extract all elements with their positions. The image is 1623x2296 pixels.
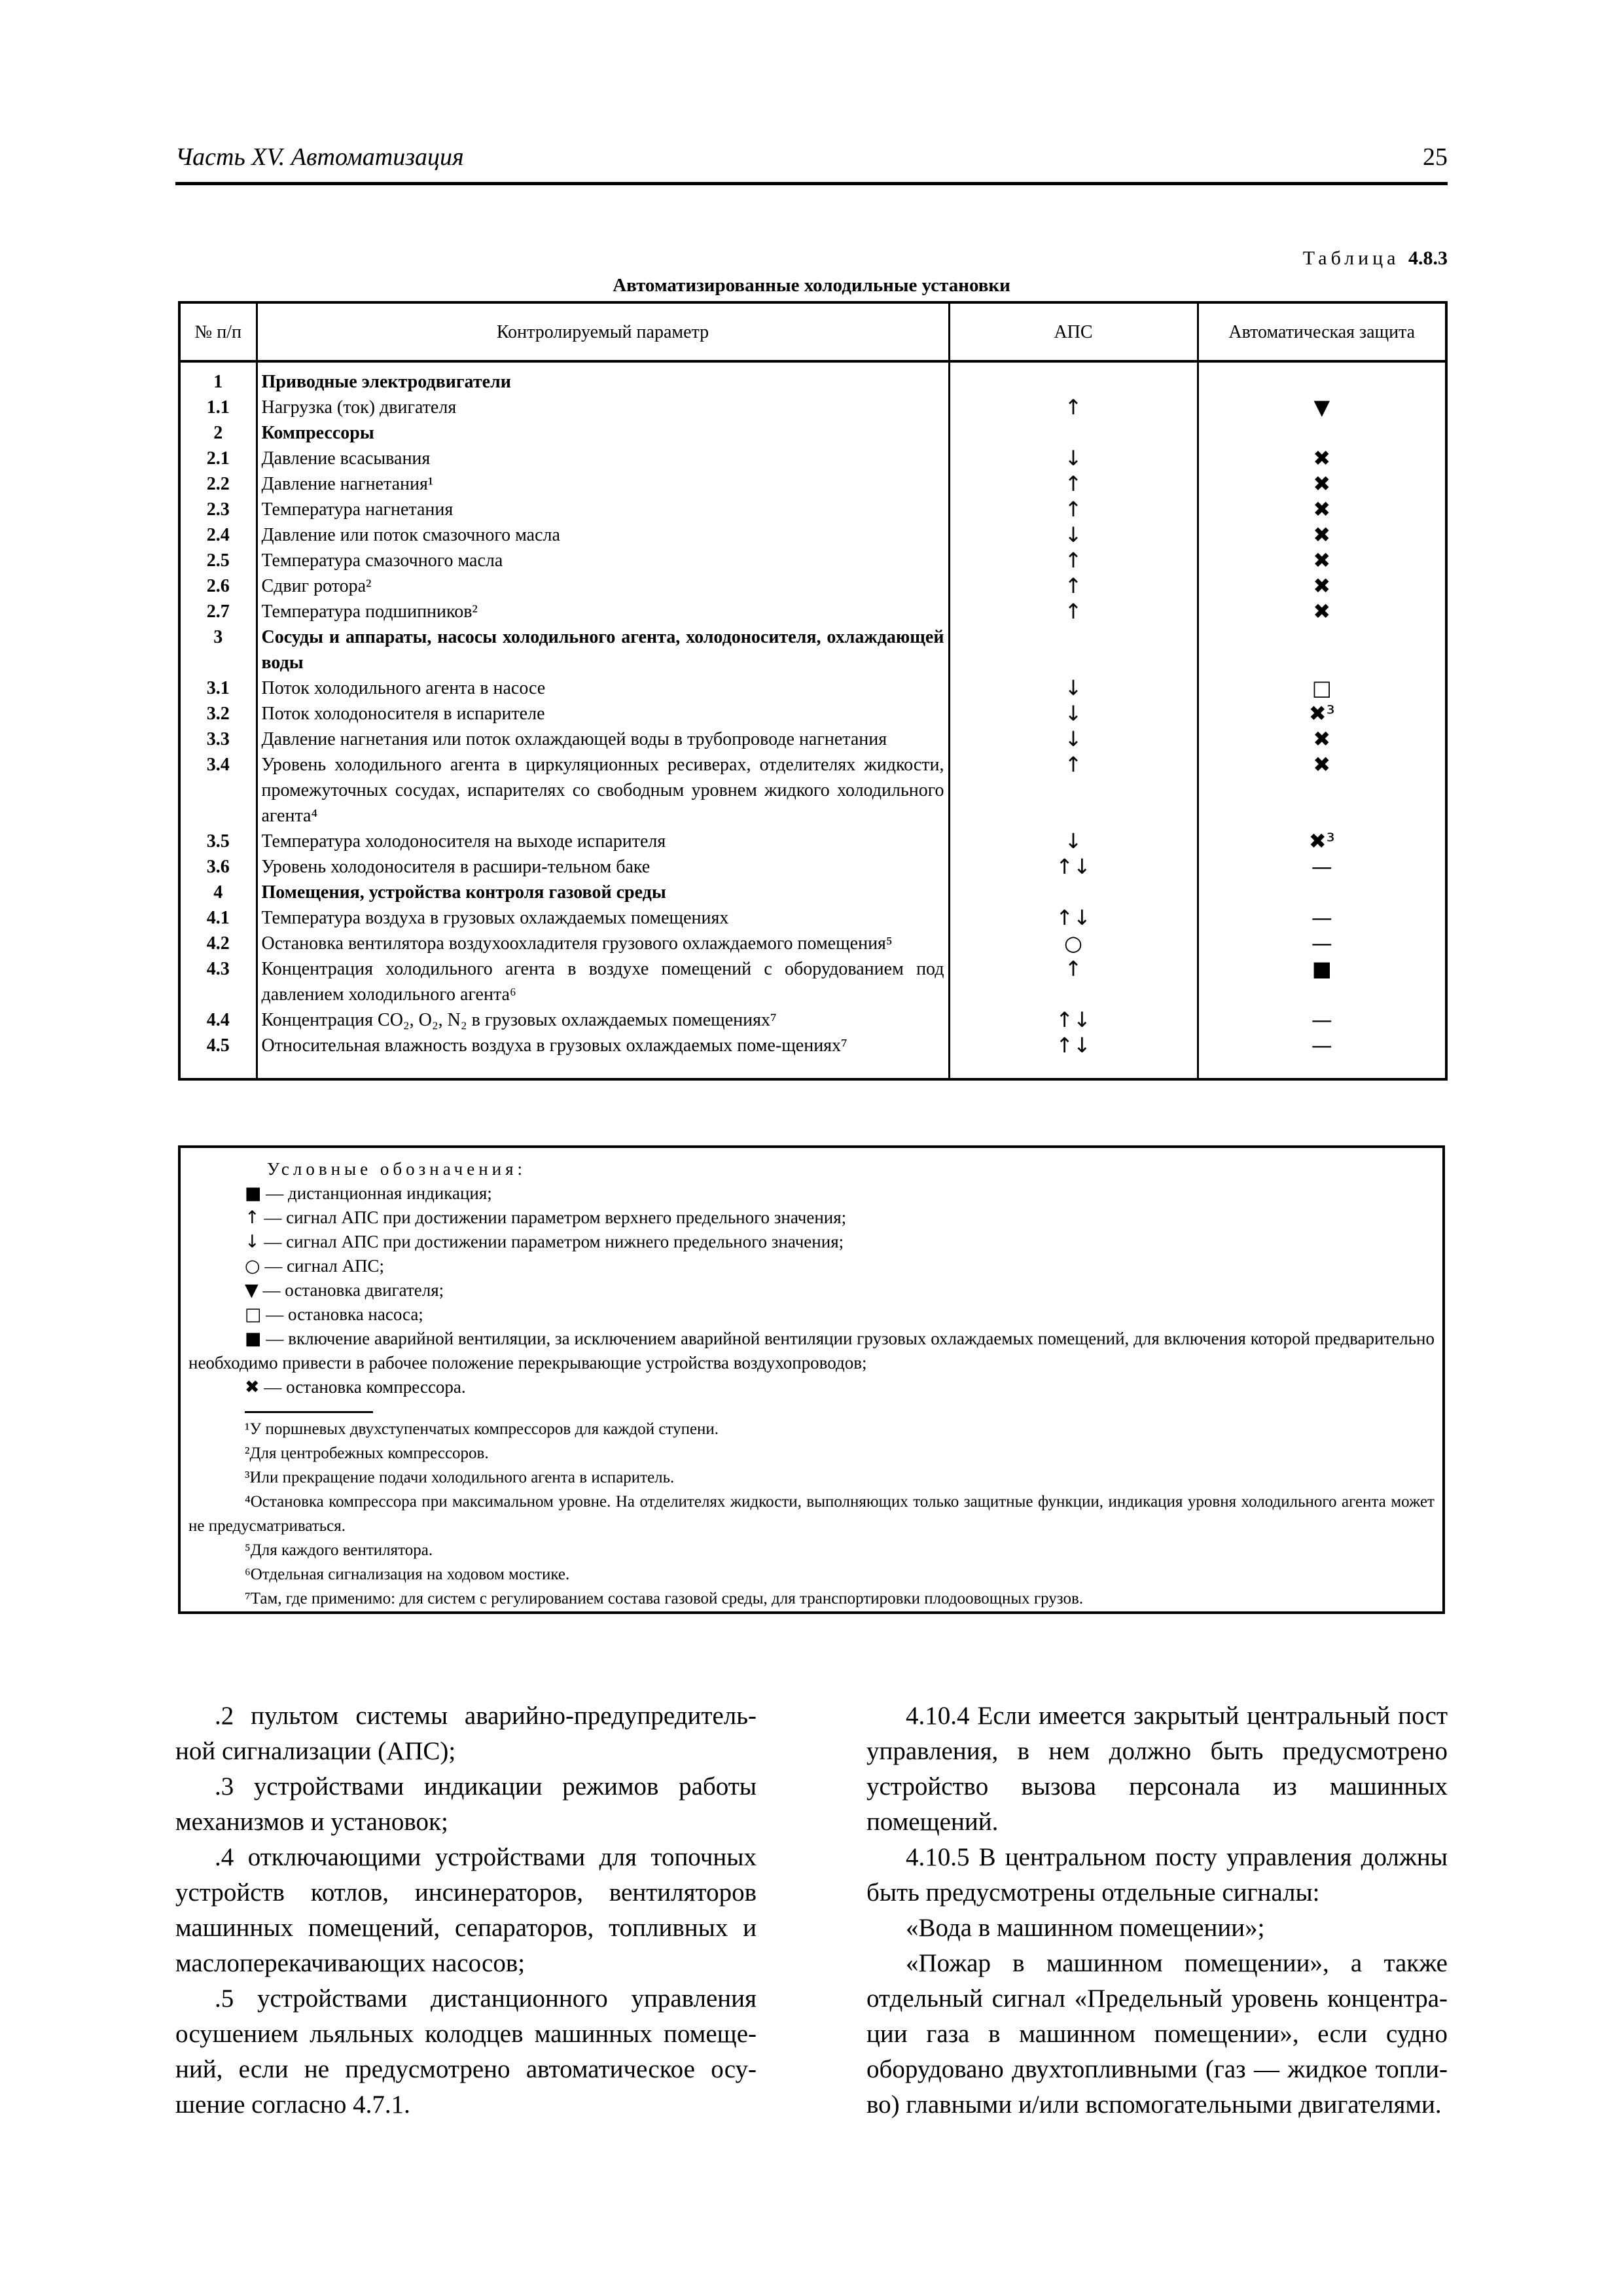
- spacer-cell: [179, 1058, 257, 1079]
- legend-item: [188, 1375, 1435, 1399]
- row-protection-symbol: —: [1198, 1007, 1446, 1033]
- row-protection-symbol: ✖: [1198, 548, 1446, 573]
- data-table: [178, 301, 1448, 1081]
- row-aps-symbol: ↓: [949, 701, 1198, 726]
- table-row: [179, 675, 1446, 701]
- row-protection-symbol: ✖: [1198, 522, 1446, 548]
- table-row: [179, 726, 1446, 752]
- table-body: [179, 361, 1446, 1079]
- row-aps-symbol: ↑↓: [949, 905, 1198, 931]
- row-number: 2.6: [179, 573, 257, 599]
- legend-text: — сигнал АПС при достижении параметром верхнего предельного значения;: [259, 1208, 847, 1227]
- paragraph: .4 отключающими устройствами для топочных устройств котлов, инсинераторов, вентиляторов машинных помещений, сепараторов, топливных и маслоперекачивающих насосов;: [175, 1843, 757, 1977]
- row-number: 2: [179, 420, 257, 446]
- col-header-parameter: Контролируемый параметр: [257, 302, 949, 361]
- legend-item: [188, 1278, 1435, 1302]
- row-number: 1.1: [179, 395, 257, 420]
- row-aps-symbol: ↑: [949, 573, 1198, 599]
- row-parameter: Температура воздуха в грузовых охлаждаемых помещениях: [257, 905, 949, 931]
- footnote: ²Для центробежных компрессоров.: [245, 1444, 489, 1462]
- legend-item: [188, 1327, 1435, 1375]
- paragraph: 4.10.5 В центральном посту управления должны быть предусмотрены отдельные сигналы:: [866, 1843, 1448, 1907]
- legend-item: [188, 1230, 1435, 1254]
- row-number: 3: [179, 624, 257, 675]
- legend-text: — сигнал АПС;: [260, 1256, 384, 1276]
- table-header-row: [179, 302, 1446, 361]
- row-aps-symbol: [949, 880, 1198, 905]
- row-parameter: Концентрация CO₂, O₂, N₂ в грузовых охлаждаемых помещениях⁷: [257, 1007, 949, 1033]
- row-number: 3.6: [179, 854, 257, 880]
- row-aps-symbol: [949, 624, 1198, 675]
- row-number: 2.7: [179, 599, 257, 624]
- table-row: [179, 497, 1446, 522]
- table-label-number: 4.8.3: [1408, 247, 1448, 269]
- table-row: [179, 1033, 1446, 1058]
- legend-symbol: □: [245, 1304, 262, 1325]
- row-protection-symbol: ■: [1198, 956, 1446, 1007]
- row-aps-symbol: ↓: [949, 522, 1198, 548]
- row-protection-symbol: —: [1198, 931, 1446, 956]
- row-parameter: Поток холодильного агента в насосе: [257, 675, 949, 701]
- row-parameter: Остановка вентилятора воздухоохладителя грузового охлаждаемого помещения⁵: [257, 931, 949, 956]
- table-row: [179, 369, 1446, 395]
- spacer-cell: [1198, 361, 1446, 369]
- row-protection-symbol: ✖: [1198, 752, 1446, 829]
- table-row: [179, 956, 1446, 1007]
- row-parameter: Давление нагнетания или поток охлаждающей воды в трубопроводе нагнетания: [257, 726, 949, 752]
- row-aps-symbol: ○: [949, 931, 1198, 956]
- row-protection-symbol: —: [1198, 905, 1446, 931]
- row-parameter: Температура нагнетания: [257, 497, 949, 522]
- row-parameter: Давление или поток смазочного масла: [257, 522, 949, 548]
- table-row: [179, 624, 1446, 675]
- row-aps-symbol: ↓: [949, 446, 1198, 471]
- table-row: [179, 420, 1446, 446]
- table-row: [179, 931, 1446, 956]
- row-protection-symbol: ✖: [1198, 573, 1446, 599]
- row-number: 3.4: [179, 752, 257, 829]
- table-spacer-row: [179, 1058, 1446, 1079]
- legend-symbol: ○: [245, 1256, 260, 1276]
- legend-symbol: ■: [245, 1183, 262, 1204]
- row-number: 3.5: [179, 829, 257, 854]
- table-row: [179, 573, 1446, 599]
- body-column-right: [866, 1698, 1448, 2123]
- legend-item: [188, 1206, 1435, 1230]
- table-row: [179, 599, 1446, 624]
- footnote: ¹У поршневых двухступенчатых компрессоров для каждой ступени.: [245, 1420, 719, 1438]
- row-aps-symbol: ↑: [949, 497, 1198, 522]
- row-protection-symbol: [1198, 624, 1446, 675]
- row-aps-symbol: [949, 369, 1198, 395]
- row-parameter: Помещения, устройства контроля газовой среды: [257, 880, 949, 905]
- row-number: 2.2: [179, 471, 257, 497]
- row-aps-symbol: ↑↓: [949, 854, 1198, 880]
- row-protection-symbol: ✖: [1198, 497, 1446, 522]
- footnote: ⁶Отдельная сигнализация на ходовом мостике.: [245, 1566, 570, 1583]
- row-number: 3.2: [179, 701, 257, 726]
- spacer-cell: [949, 361, 1198, 369]
- paragraph: .3 устройствами индикации режимов работы механизмов и установок;: [175, 1772, 757, 1836]
- legend-box: [178, 1145, 1445, 1614]
- table-title: Автоматизированные холодильные установки: [613, 275, 1010, 296]
- row-number: 2.3: [179, 497, 257, 522]
- table-row: [179, 752, 1446, 829]
- row-parameter: Уровень холодильного агента в циркуляционных ресиверах, отделителях жидкости, промежуточных сосудах, испарителях со свободным уровнем жидкого холодильного агента⁴: [257, 752, 949, 829]
- row-parameter: Уровень холодоносителя в расшири-тельном баке: [257, 854, 949, 880]
- row-protection-symbol: □: [1198, 675, 1446, 701]
- row-protection-symbol: —: [1198, 1033, 1446, 1058]
- spacer-cell: [949, 1058, 1198, 1079]
- row-protection-symbol: ✖: [1198, 471, 1446, 497]
- legend-text: — дистанционная индикация;: [261, 1183, 492, 1203]
- col-header-number: № п/п: [179, 302, 257, 361]
- row-parameter: Сосуды и аппараты, насосы холодильного агента, холодоносителя, охлаждающей воды: [257, 624, 949, 675]
- row-parameter: Давление всасывания: [257, 446, 949, 471]
- row-aps-symbol: ↑↓: [949, 1007, 1198, 1033]
- legend-items: [188, 1181, 1435, 1399]
- footnotes: [188, 1417, 1435, 1611]
- row-parameter: Относительная влажность воздуха в грузовых охлаждаемых поме-щениях⁷: [257, 1033, 949, 1058]
- legend-symbol: ↓: [245, 1232, 260, 1252]
- legend-item: [188, 1254, 1435, 1278]
- row-parameter: Сдвиг ротора²: [257, 573, 949, 599]
- col-header-aps: АПС: [949, 302, 1198, 361]
- row-parameter: Температура холодоносителя на выходе испарителя: [257, 829, 949, 854]
- row-aps-symbol: ↓: [949, 675, 1198, 701]
- row-aps-symbol: ↑: [949, 395, 1198, 420]
- paragraph: .5 устройствами дистанционного управления осушением льяльных колодцев машинных помеще-ний, если не предусмотрено автоматическое осу-шение согласно 4.7.1.: [175, 1984, 757, 2119]
- row-number: 3.1: [179, 675, 257, 701]
- table-row: [179, 880, 1446, 905]
- footnote: ⁷Там, где применимо: для систем с регулированием состава газовой среды, для транспортировки плодоовощных грузов.: [245, 1590, 1084, 1607]
- row-number: 1: [179, 369, 257, 395]
- legend-text: — остановка двигателя;: [258, 1280, 444, 1300]
- row-parameter: Концентрация холодильного агента в воздухе помещений с оборудованием под давлением холодильного агента⁶: [257, 956, 949, 1007]
- row-protection-symbol: ✖: [1198, 446, 1446, 471]
- paragraph: 4.10.4 Если имеется закрытый центральный пост управления, в нем должно быть предусмотрено устройство вызова персонала из машинных помещений.: [866, 1702, 1448, 1836]
- table-row: [179, 854, 1446, 880]
- row-aps-symbol: ↑: [949, 599, 1198, 624]
- col-header-protection: Автоматическая защита: [1198, 302, 1446, 361]
- row-protection-symbol: [1198, 880, 1446, 905]
- row-aps-symbol: ↓: [949, 829, 1198, 854]
- row-parameter: Компрессоры: [257, 420, 949, 446]
- table-spacer-row: [179, 361, 1446, 369]
- row-number: 3.3: [179, 726, 257, 752]
- row-number: 4.2: [179, 931, 257, 956]
- body-column-left: [175, 1698, 757, 2123]
- row-number: 4: [179, 880, 257, 905]
- row-protection-symbol: ✖: [1198, 726, 1446, 752]
- table-row: [179, 522, 1446, 548]
- legend-symbol: ▼: [245, 1280, 259, 1300]
- spacer-cell: [257, 361, 949, 369]
- page-header: [175, 143, 1448, 185]
- row-protection-symbol: ✖³: [1198, 829, 1446, 854]
- legend-item: [188, 1181, 1435, 1206]
- paragraph: .2 пультом системы аварийно-предупредитель-ной сигнализации (АПС);: [175, 1702, 757, 1765]
- table-row: [179, 829, 1446, 854]
- row-aps-symbol: ↓: [949, 726, 1198, 752]
- row-number: 4.1: [179, 905, 257, 931]
- legend-symbol: ↑: [245, 1208, 260, 1228]
- legend-heading: Условные обозначения:: [267, 1159, 527, 1179]
- table-label: [1303, 247, 1448, 270]
- legend-text: — включение аварийной вентиляции, за исключением аварийной вентиляции грузовых охлаждаемых помещений, для включения которой предварительно необходимо привести в рабочее положение перекрывающие устройства воздухопроводов;: [188, 1329, 1435, 1372]
- row-parameter: Приводные электродвигатели: [257, 369, 949, 395]
- legend-item: [188, 1302, 1435, 1327]
- row-protection-symbol: [1198, 420, 1446, 446]
- row-aps-symbol: ↑: [949, 752, 1198, 829]
- row-aps-symbol: ↑: [949, 471, 1198, 497]
- table-row: [179, 548, 1446, 573]
- footnote: ⁴Остановка компрессора при максимальном уровне. На отделителях жидкости, выполняющих только защитные функции, индикация уровня холодильного агента может не предусматриваться.: [188, 1493, 1435, 1535]
- row-parameter: Температура подшипников²: [257, 599, 949, 624]
- table-row: [179, 1007, 1446, 1033]
- row-parameter: Температура смазочного масла: [257, 548, 949, 573]
- row-number: 2.1: [179, 446, 257, 471]
- legend-text: — остановка насоса;: [261, 1304, 423, 1324]
- row-protection-symbol: [1198, 369, 1446, 395]
- row-aps-symbol: [949, 420, 1198, 446]
- table-row: [179, 395, 1446, 420]
- legend-text: — сигнал АПС при достижении параметром нижнего предельного значения;: [259, 1232, 844, 1251]
- row-protection-symbol: ✖: [1198, 599, 1446, 624]
- paragraph: «Пожар в машинном помещении», а также отдельный сигнал «Предельный уровень концентра-ции газа в машинном помещении», если судно оборудовано двухтопливными (газ — жидкое топли-во) главными и/или вспомогательными двигателями.: [866, 1949, 1448, 2119]
- legend-symbol: ■: [245, 1329, 262, 1349]
- row-protection-symbol: —: [1198, 854, 1446, 880]
- row-number: 4.5: [179, 1033, 257, 1058]
- row-number: 4.3: [179, 956, 257, 1007]
- row-protection-symbol: ✖³: [1198, 701, 1446, 726]
- table-row: [179, 446, 1446, 471]
- paragraph: «Вода в машинном помещении»;: [906, 1914, 1265, 1942]
- footnote: ⁵Для каждого вентилятора.: [245, 1541, 433, 1559]
- legend-symbol: ✖: [245, 1377, 260, 1397]
- row-aps-symbol: ↑: [949, 548, 1198, 573]
- table-row: [179, 471, 1446, 497]
- spacer-cell: [1198, 1058, 1446, 1079]
- row-number: 2.5: [179, 548, 257, 573]
- row-protection-symbol: ▼: [1198, 395, 1446, 420]
- row-parameter: Давление нагнетания¹: [257, 471, 949, 497]
- spacer-cell: [179, 361, 257, 369]
- row-number: 2.4: [179, 522, 257, 548]
- spacer-cell: [257, 1058, 949, 1079]
- legend-text: — остановка компрессора.: [259, 1377, 466, 1397]
- row-number: 4.4: [179, 1007, 257, 1033]
- row-aps-symbol: ↑: [949, 956, 1198, 1007]
- page-number: 25: [1423, 143, 1448, 171]
- footnote: ³Или прекращение подачи холодильного агента в испаритель.: [245, 1469, 675, 1486]
- table-label-word: Таблица: [1302, 247, 1400, 269]
- table-row: [179, 701, 1446, 726]
- row-parameter: Нагрузка (ток) двигателя: [257, 395, 949, 420]
- footnote-separator: [245, 1411, 373, 1413]
- table-row: [179, 905, 1446, 931]
- row-aps-symbol: ↑↓: [949, 1033, 1198, 1058]
- row-parameter: Поток холодоносителя в испарителе: [257, 701, 949, 726]
- running-title: Часть XV. Автоматизация: [175, 143, 464, 171]
